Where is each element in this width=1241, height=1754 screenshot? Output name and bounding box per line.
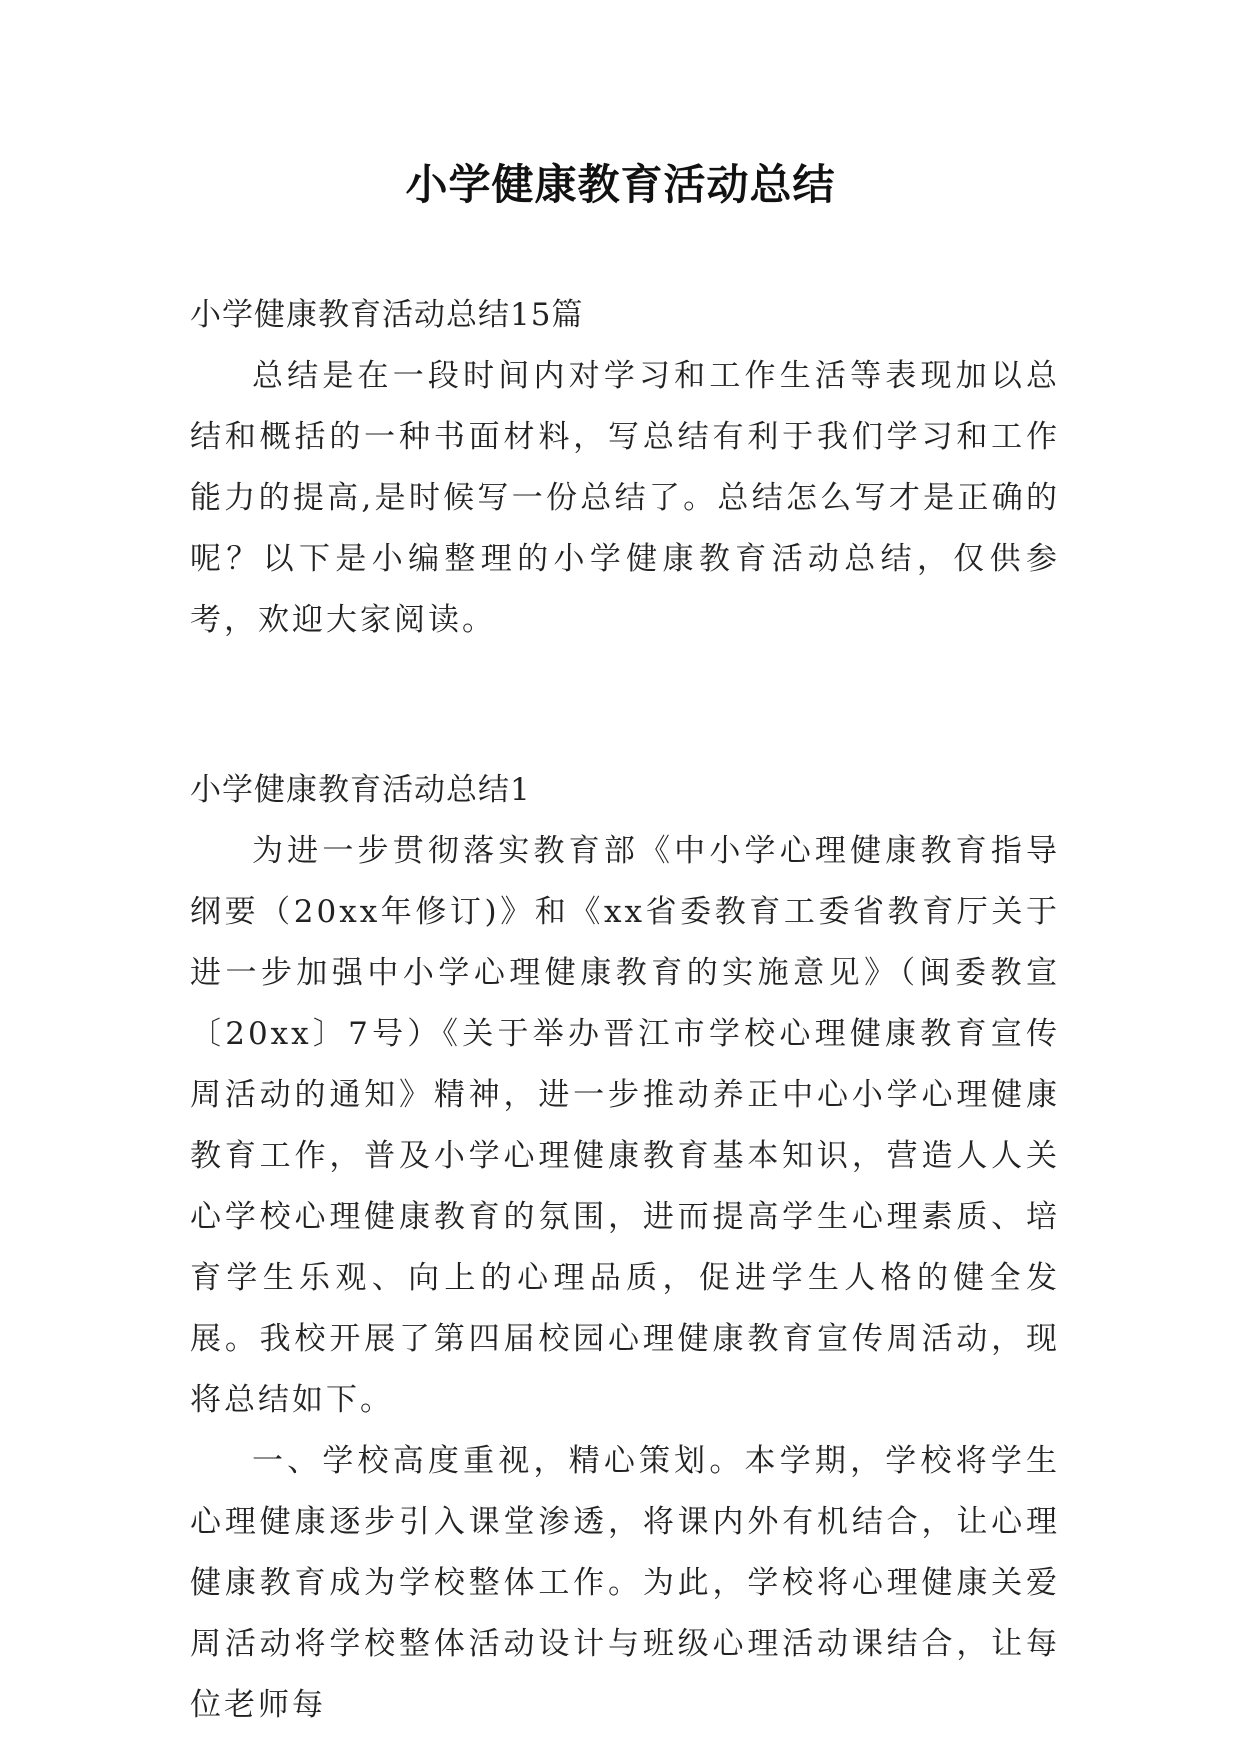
- intro-paragraph: 总结是在一段时间内对学习和工作生活等表现加以总结和概括的一种书面材料，写总结有利于我们学习和工作能力的提高,是时候写一份总结了。总结怎么写才是正确的呢？以下是小编整理的小学健康教育活动总结，仅供参考，欢迎大家阅读。: [190, 358, 1060, 638]
- section-1-heading: 小学健康教育活动总结1: [190, 772, 531, 808]
- intro-heading: 小学健康教育活动总结15篇: [190, 297, 584, 333]
- document-title: 小学健康教育活动总结: [405, 160, 836, 209]
- intro-block: [190, 285, 1060, 651]
- section-1-block: [190, 760, 1060, 1736]
- section-1-paragraph: 为进一步贯彻落实教育部《中小学心理健康教育指导纲要（20xx年修订)》和《xx省委教育工委省教育厅关于进一步加强中小学心理健康教育的实施意见》（闽委教宣〔20xx〕7号）《关于举办晋江市学校心理健康教育宣传周活动的通知》精神，进一步推动养正中心小学心理健康教育工作，普及小学心理健康教育基本知识，营造人人关心学校心理健康教育的氛围，进而提高学生心理素质、培育学生乐观、向上的心理品质，促进学生人格的健全发展。我校开展了第四届校园心理健康教育宣传周活动，现将总结如下。: [190, 833, 1060, 1418]
- section-1-paragraph: 一、学校高度重视，精心策划。本学期，学校将学生心理健康逐步引入课堂渗透，将课内外有机结合，让心理健康教育成为学校整体工作。为此，学校将心理健康关爱周活动将学校整体活动设计与班级心理活动课结合，让每位老师每: [190, 1443, 1060, 1723]
